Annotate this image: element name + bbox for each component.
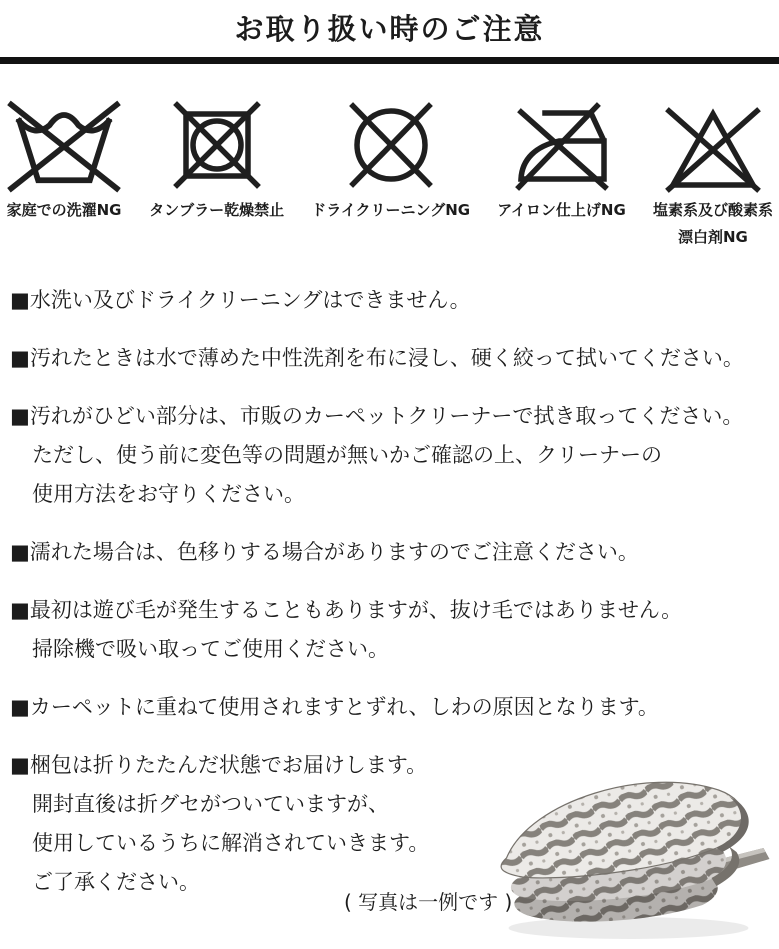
photo-caption: ( 写真は一例です ) <box>344 890 513 914</box>
note-line: ■梱包は折りたたんだ状態でお届けします。 <box>10 753 428 777</box>
note-line: ■水洗い及びドライクリーニングはできません。 <box>10 288 471 312</box>
note-wet-color <box>10 533 779 572</box>
no-dry-clean-icon <box>343 93 439 195</box>
note-line: ■カーペットに重ねて使用されますとずれ、しわの原因となります。 <box>10 695 659 719</box>
care-symbols-row <box>6 93 773 249</box>
care-symbol-no-tumble-dry <box>149 93 284 222</box>
note-layering <box>10 688 779 727</box>
note-line: 使用しているうちに解消されていきます。 <box>32 831 430 855</box>
care-symbol-label: ドライクリーニングNG <box>311 201 471 219</box>
no-bleach-icon <box>663 93 763 195</box>
note-line: ただし、使う前に変色等の問題が無いかご確認の上、クリーナーの <box>32 443 662 467</box>
care-symbol-no-bleach <box>653 93 773 249</box>
care-symbol-no-dry-clean <box>311 93 470 222</box>
note-line: 使用方法をお守りください。 <box>32 482 305 506</box>
note-line: ■濡れた場合は、色移りする場合がありますのでご注意ください。 <box>10 540 639 564</box>
care-symbol-label-line2: 漂白剤NG <box>678 227 748 246</box>
page-title: お取り扱い時のご注意 <box>234 12 545 46</box>
note-loose-fibers <box>10 591 779 669</box>
note-line: ご了承ください。 <box>32 870 200 894</box>
note-line: ■汚れがひどい部分は、市販のカーペットクリーナーで拭き取ってください。 <box>10 404 744 428</box>
note-line: 掃除機で吸い取ってご使用ください。 <box>32 637 389 661</box>
title-underline <box>0 57 779 64</box>
care-symbol-label: 塩素系及び酸素系 <box>652 201 773 219</box>
no-home-wash-icon <box>6 93 122 195</box>
product-photo <box>478 740 779 949</box>
care-symbol-label: 家庭での洗濯NG <box>6 201 122 219</box>
note-heavy-stain <box>10 397 779 514</box>
no-tumble-dry-icon <box>169 93 265 195</box>
care-symbol-no-iron <box>497 93 626 222</box>
care-symbol-no-home-wash <box>6 93 122 222</box>
note-line: 開封直後は折グセがついていますが、 <box>32 792 389 816</box>
no-iron-icon <box>512 93 612 195</box>
note-stain <box>10 339 779 378</box>
note-wash <box>10 281 779 320</box>
care-symbol-label: タンブラー乾燥禁止 <box>149 201 285 219</box>
note-line: ■汚れたときは水で薄めた中性洗剤を布に浸し、硬く絞って拭いてください。 <box>10 346 744 370</box>
care-symbol-label: アイロン仕上げNG <box>497 201 626 219</box>
note-line: ■最初は遊び毛が発生することもありますが、抜け毛ではありません。 <box>10 598 683 622</box>
folded-rug-illustration <box>478 740 779 949</box>
